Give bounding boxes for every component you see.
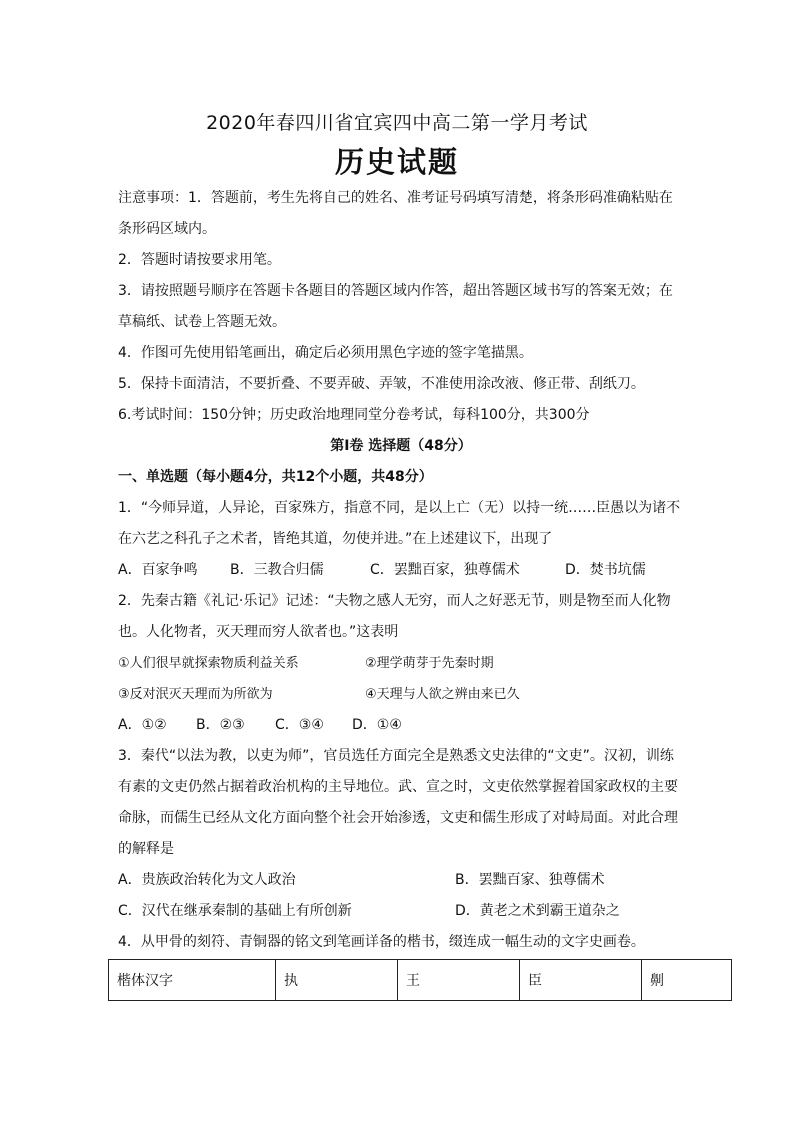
option-b: B．罢黜百家、独尊儒术 — [455, 872, 605, 888]
table-cell: 劓 — [642, 960, 732, 1001]
notes-item: 6.考试时间：150分钟；历史政治地理同堂分卷考试，每科100分，共300分 — [118, 407, 590, 423]
option-a: A．贵族政治转化为文人政治 — [118, 872, 296, 888]
options-row — [118, 865, 684, 896]
table-cell: 臣 — [520, 960, 642, 1001]
notes-item: 2．答题时请按要求用笔。 — [118, 252, 281, 268]
table-cell: 王 — [398, 960, 520, 1001]
part-title: 一、单选题（每小题4分，共12个小题，共48分） — [118, 469, 433, 485]
statements-row — [118, 648, 684, 679]
options-row — [118, 710, 684, 741]
option-a: A．①② — [118, 717, 167, 733]
question-stem: 3．秦代“以法为教，以吏为师”，官员选任方面完全是熟悉文史法律的“文吏”。汉初，训练有素的文吏仍然占据着政治机构的主导地位。武、宣之时，文吏依然掌握着国家政权的主要命脉，而儒生已经从文化方面向整个社会开始渗透，文吏和儒生形成了对峙局面。对此合理的解释是 — [118, 748, 678, 857]
option-d: D．①④ — [352, 717, 402, 733]
options-row — [118, 555, 684, 586]
table-cell: 执 — [276, 960, 398, 1001]
option-c: C．③④ — [275, 717, 324, 733]
statement-1: ①人们很早就探索物质利益关系 — [118, 656, 299, 671]
option-a: A．百家争鸣 — [118, 562, 198, 578]
question-stem: 4．从甲骨的刻符、青铜器的铭文到笔画详备的楷书，缀连成一幅生动的文字史画卷。 — [118, 934, 645, 950]
character-table — [108, 959, 732, 1001]
statements-row — [118, 679, 684, 710]
options-row — [118, 896, 684, 927]
option-b: B．②③ — [196, 717, 245, 733]
notes-item: 4．作图可先使用铅笔画出，确定后必须用黑色字迹的签字笔描黑。 — [118, 345, 533, 361]
notes-item: 5．保持卡面清洁，不要折叠、不要弄破、弄皱，不准使用涂改液、修正带、刮纸刀。 — [118, 376, 645, 392]
statement-3: ③反对泯灭天理而为所欲为 — [118, 687, 273, 702]
option-b: B．三教合归儒 — [230, 562, 324, 578]
section-title: 第Ⅰ卷 选择题（48分） — [330, 438, 472, 454]
exam-content — [118, 183, 684, 958]
statement-2: ②理学萌芽于先秦时期 — [365, 656, 494, 671]
subject-title: 历史试题 — [334, 145, 459, 179]
question-stem: 1．“今师异道，人异论，百家殊方，指意不同，是以上亡（无）以持一统……臣愚以为诸不在六艺之科孔子之术者，皆绝其道，勿使并进。”在上述建议下，出现了 — [118, 500, 681, 547]
option-d: D．黄老之术到霸王道杂之 — [455, 903, 620, 919]
table-row — [109, 960, 732, 1001]
notes-item: 注意事项：1．答题前，考生先将自己的姓名、准考证号码填写清楚，将条形码准确粘贴在条形码区域内。 — [118, 190, 673, 237]
notes-item: 3．请按照题号顺序在答题卡各题目的答题区域内作答，超出答题区域书写的答案无效；在草稿纸、试卷上答题无效。 — [118, 283, 673, 330]
option-c: C．汉代在继承秦制的基础上有所创新 — [118, 903, 352, 919]
exam-title: 2020年春四川省宜宾四中高二第一学月考试 — [206, 112, 588, 134]
option-c: C．罢黜百家，独尊儒术 — [370, 562, 520, 578]
table-cell-header: 楷体汉字 — [109, 960, 276, 1001]
option-d: D．焚书坑儒 — [565, 562, 646, 578]
question-stem: 2．先秦古籍《礼记·乐记》记述：“夫物之感人无穷，而人之好恶无节，则是物至而人化物也。人化物者，灭天理而穷人欲者也。”这表明 — [118, 593, 671, 640]
statement-4: ④天理与人欲之辨由来已久 — [365, 687, 520, 702]
